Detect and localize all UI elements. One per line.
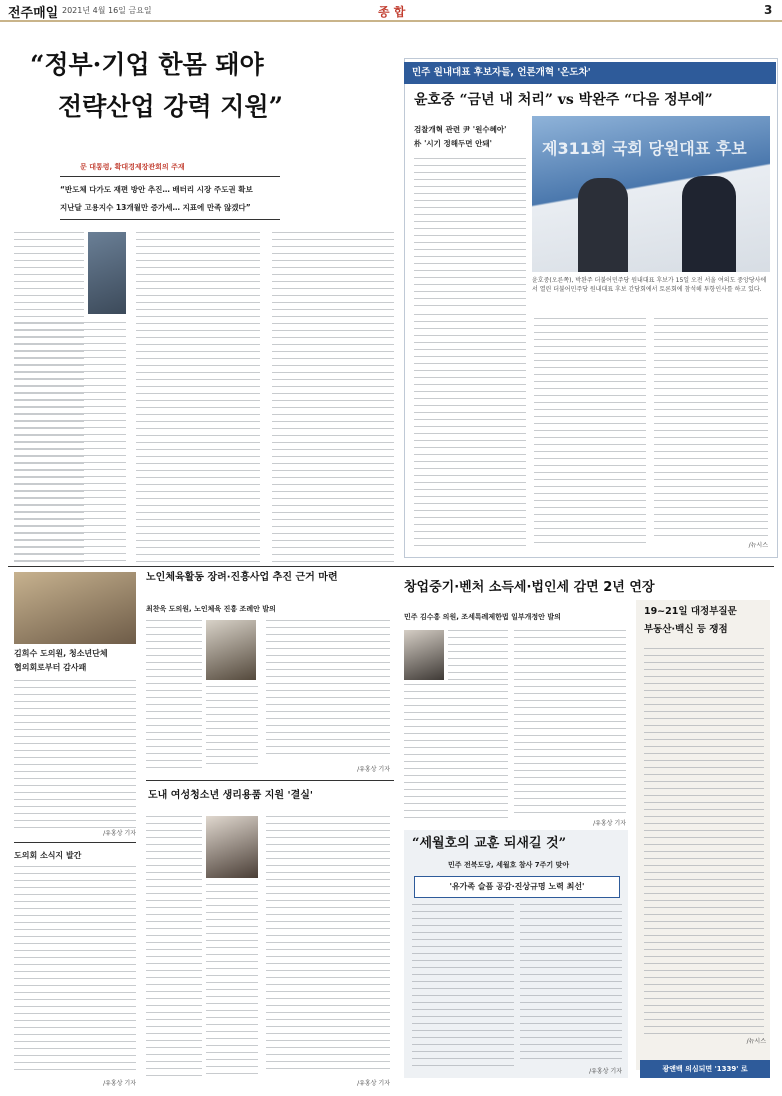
sewol-sub: 민주 전북도당, 세월호 참사 7주기 맞아 [448,861,570,869]
assembly-news-byline: /유홍상 기자 [103,1080,136,1087]
candidates-photo-caption: 윤호중(오른쪽), 박완주 더불어민주당 원내대표 후보가 15일 오전 서울 여의도 중앙당사에서 열린 더불어민주당 원내대표 후보 간담회에서 토론회에 참석해 투항인사를 하고 있다. [532,277,767,293]
elderly-body-col1b [206,686,258,770]
women-body-col1b [206,884,258,1074]
person-right [682,176,736,272]
covid-hotline-banner: 광앤백 의심되면 '1339' 로 [640,1060,770,1078]
tax-body-col1 [404,684,508,818]
assembly-news-body [14,866,136,1076]
politics-byline: /뉴시스 [748,542,768,549]
elderly-body-col1 [146,620,202,770]
lead-body-col2 [136,232,260,562]
politics-sub-1: 검찰개혁 관련 尹 '원수혜아' [414,125,507,134]
lead-body-col1b [14,322,126,562]
section-divider [8,566,774,567]
elderly-byline: /유홍상 기자 [357,766,390,773]
youth-byline: /유홍상 기자 [103,830,136,837]
women-byline: /유홍상 기자 [357,1080,390,1087]
elderly-headline: 노인체육활동 장려·진흥사업 추진 근거 마련 [146,572,338,583]
section-label: 종 합 [378,5,406,19]
divider [60,219,280,220]
candidates-photo [532,116,770,272]
tax-body-col2 [514,630,626,814]
youth-body [14,680,136,828]
tax-body-col1a [448,630,508,680]
questions-headline-2: 부동산·백신 등 쟁점 [644,624,728,635]
elderly-body-col2 [266,620,390,760]
lead-subhead-3: 지난달 고용지수 13개월만 증가세… 지표에 만족 않겠다” [60,203,251,212]
women-headline: 도내 여성청소년 생리용품 지원 '결실' [148,790,313,801]
sewol-tag: '유가족 슬픔 공감·진상규명 노력 최선' [414,876,620,898]
sewol-headline: “세월호의 교훈 되새길 것” [412,836,567,851]
politics-sub-2: 朴 '시기 정해두면 안돼' [414,139,492,148]
lead-subhead-1: 문 대통령, 확대경제장관회의 주재 [80,163,185,171]
lead-headline-line1: “정부·기업 한몸 돼야 [30,50,264,79]
sewol-byline: /유홍상 기자 [589,1068,622,1075]
politics-banner: 민주 원내대표 후보자들, 언론개혁 '온도차' [404,62,776,84]
lead-headline-line2: 전략산업 강력 지원” [58,92,283,121]
politics-body-top [414,158,526,308]
politics-headline: 윤호중 “금년 내 처리” vs 박완주 “다음 정부에” [414,92,713,108]
tax-headline: 창업중기·벤처 소득세·법인세 감면 2년 연장 [404,580,655,595]
divider [14,842,136,843]
photo-backdrop-text: 제311회 국회 당원대표 후보 [542,139,747,158]
politics-body-col3 [654,318,768,538]
lead-subhead-2: “반도체 다가도 재편 방안 추진… 배터리 시장 주도권 확보 [60,185,253,194]
kim-portrait-photo [404,630,444,680]
page-number: 3 [764,3,773,17]
tax-sub: 민주 김수흥 의원, 조세특례제한법 일부개정안 발의 [404,613,561,621]
questions-byline: /뉴시스 [746,1038,766,1045]
divider [60,176,280,177]
issue-date: 2021년 4월 16일 금요일 [62,6,152,15]
person-left [578,178,628,272]
councillor-portrait-photo [206,816,258,878]
women-body-col2 [266,816,390,1072]
sewol-body-col2 [520,904,622,1064]
lead-body-col3 [272,232,394,562]
youth-title-1: 김희수 도의원, 청소년단체 [14,649,108,658]
assembly-news-title: 도의회 소식지 발간 [14,851,82,860]
women-body-col1 [146,816,202,1076]
questions-body [644,648,764,1034]
paper-name: 전주매일 [8,6,59,21]
questions-headline-1: 19~21일 대정부질문 [644,606,737,617]
tax-byline: /유홍상 기자 [593,820,626,827]
youth-title-2: 협의회로부터 감사패 [14,663,87,672]
sewol-body-col1 [412,904,514,1072]
politics-body-col2 [534,318,646,546]
plaque-photo [14,572,136,644]
divider [146,780,394,781]
elderly-sub: 최찬욱 도의원, 노인체육 진흥 조례안 발의 [146,605,276,613]
moon-portrait-photo [88,232,126,314]
politics-body-col1 [414,314,526,546]
choi-portrait-photo [206,620,256,680]
